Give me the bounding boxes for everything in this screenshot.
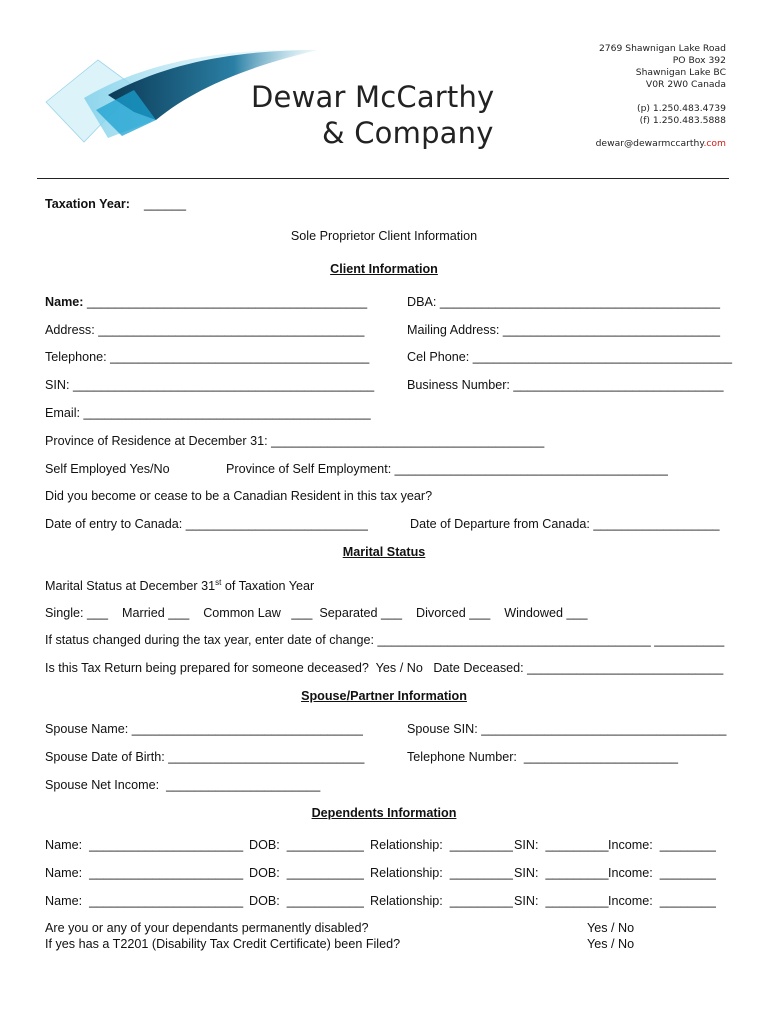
telephone-field: Telephone: _____________________________________ — [45, 350, 370, 364]
mailing-address-field: Mailing Address: _______________________________ — [407, 323, 721, 337]
disabled-question: Are you or any of your dependants permanently disabled? — [45, 921, 369, 935]
self-employed-field: Self Employed Yes/No — [45, 462, 170, 476]
marital-options: Single: ___ Married ___ Common Law ___ Separated ___ Divorced ___ Windowed ___ — [45, 606, 588, 620]
contact-email-user: dewar@dewarmccarthy — [595, 138, 704, 149]
marital-status-post: of Taxation Year — [221, 579, 315, 594]
contact-address-1: 2769 Shawnigan Lake Road — [598, 43, 726, 54]
company-name-line-2: & Company — [322, 116, 494, 150]
province-residence-field: Province of Residence at December 31: _______________________________________ — [45, 434, 545, 448]
disabled-answer: Yes / No — [587, 921, 635, 935]
t2201-answer: Yes / No — [587, 937, 635, 951]
contact-fax: (f) 1.250.483.5888 — [639, 115, 726, 126]
dependent-1-sin: SIN: _________ — [514, 838, 609, 852]
date-departure-field: Date of Departure from Canada: __________________ — [410, 517, 720, 531]
province-self-employment-field: Province of Self Employment: _______________________________________ — [226, 462, 668, 476]
client-name-label: Name: — [45, 295, 84, 309]
contact-address-2: PO Box 392 — [672, 55, 726, 66]
dependent-2-relationship: Relationship: _________ — [370, 866, 513, 880]
date-entry-field: Date of entry to Canada: __________________________ — [45, 517, 368, 531]
marital-status-sup: st — [215, 578, 222, 587]
dependent-1-income: Income: ________ — [608, 838, 716, 852]
section-dependents-information: Dependents Information — [311, 806, 457, 820]
taxation-year-blank: ______ — [143, 197, 186, 211]
contact-address-3: Shawnigan Lake BC — [635, 67, 726, 78]
t2201-question: If yes has a T2201 (Disability Tax Credit Certificate) been Filed? — [45, 937, 401, 951]
sin-field: SIN: ___________________________________________ — [45, 378, 375, 392]
contact-phone: (p) 1.250.483.4739 — [637, 103, 726, 114]
section-marital-status: Marital Status — [342, 545, 426, 559]
header-divider — [37, 178, 729, 179]
client-name-blank: ________________________________________ — [87, 295, 368, 309]
dependent-2-dob: DOB: ___________ — [249, 866, 364, 880]
client-name-field — [45, 295, 367, 309]
dependent-3-relationship: Relationship: _________ — [370, 894, 513, 908]
marital-status-pre: Marital Status at December 31 — [45, 579, 216, 594]
dependent-2-income: Income: ________ — [608, 866, 716, 880]
taxation-year-label: Taxation Year: — [45, 197, 130, 211]
status-change-field: If status changed during the tax year, enter date of change: _______________________________________ __________ — [45, 633, 725, 647]
contact-email-tld: .com — [703, 138, 726, 149]
company-name-line-1: Dewar McCarthy — [251, 80, 495, 114]
business-number-field: Business Number: ______________________________ — [407, 378, 724, 392]
dependent-2-name: Name: ______________________ — [45, 866, 244, 880]
cel-phone-field: Cel Phone: _____________________________________ — [407, 350, 732, 364]
dependent-3-dob: DOB: ___________ — [249, 894, 364, 908]
contact-email — [596, 139, 726, 148]
spouse-sin-field: Spouse SIN: ___________________________________ — [407, 722, 727, 736]
dependent-3-income: Income: ________ — [608, 894, 716, 908]
spouse-telephone-field: Telephone Number: ______________________ — [407, 750, 678, 764]
taxation-year — [45, 197, 186, 211]
deceased-field: Is this Tax Return being prepared for someone deceased? Yes / No Date Deceased: ____________________________ — [45, 661, 724, 675]
dependent-1-relationship: Relationship: _________ — [370, 838, 513, 852]
dependent-3-name: Name: ______________________ — [45, 894, 244, 908]
dependent-1-name: Name: ______________________ — [45, 838, 244, 852]
contact-address-4: V0R 2W0 Canada — [645, 79, 726, 90]
section-spouse-information: Spouse/Partner Information — [301, 689, 467, 703]
dba-field: DBA: ________________________________________ — [407, 295, 721, 309]
form-title: Sole Proprietor Client Information — [290, 229, 478, 243]
dependent-2-sin: SIN: _________ — [514, 866, 609, 880]
spouse-dob-field: Spouse Date of Birth: ____________________________ — [45, 750, 365, 764]
marital-status-line — [45, 578, 314, 593]
email-field: Email: _________________________________________ — [45, 406, 371, 420]
resident-question: Did you become or cease to be a Canadian Resident in this tax year? — [45, 489, 433, 503]
dependent-3-sin: SIN: _________ — [514, 894, 609, 908]
spouse-name-field: Spouse Name: _________________________________ — [45, 722, 363, 736]
spouse-income-field: Spouse Net Income: ______________________ — [45, 778, 321, 792]
address-field: Address: ______________________________________ — [45, 323, 365, 337]
dependent-1-dob: DOB: ___________ — [249, 838, 364, 852]
section-client-information: Client Information — [330, 262, 438, 276]
